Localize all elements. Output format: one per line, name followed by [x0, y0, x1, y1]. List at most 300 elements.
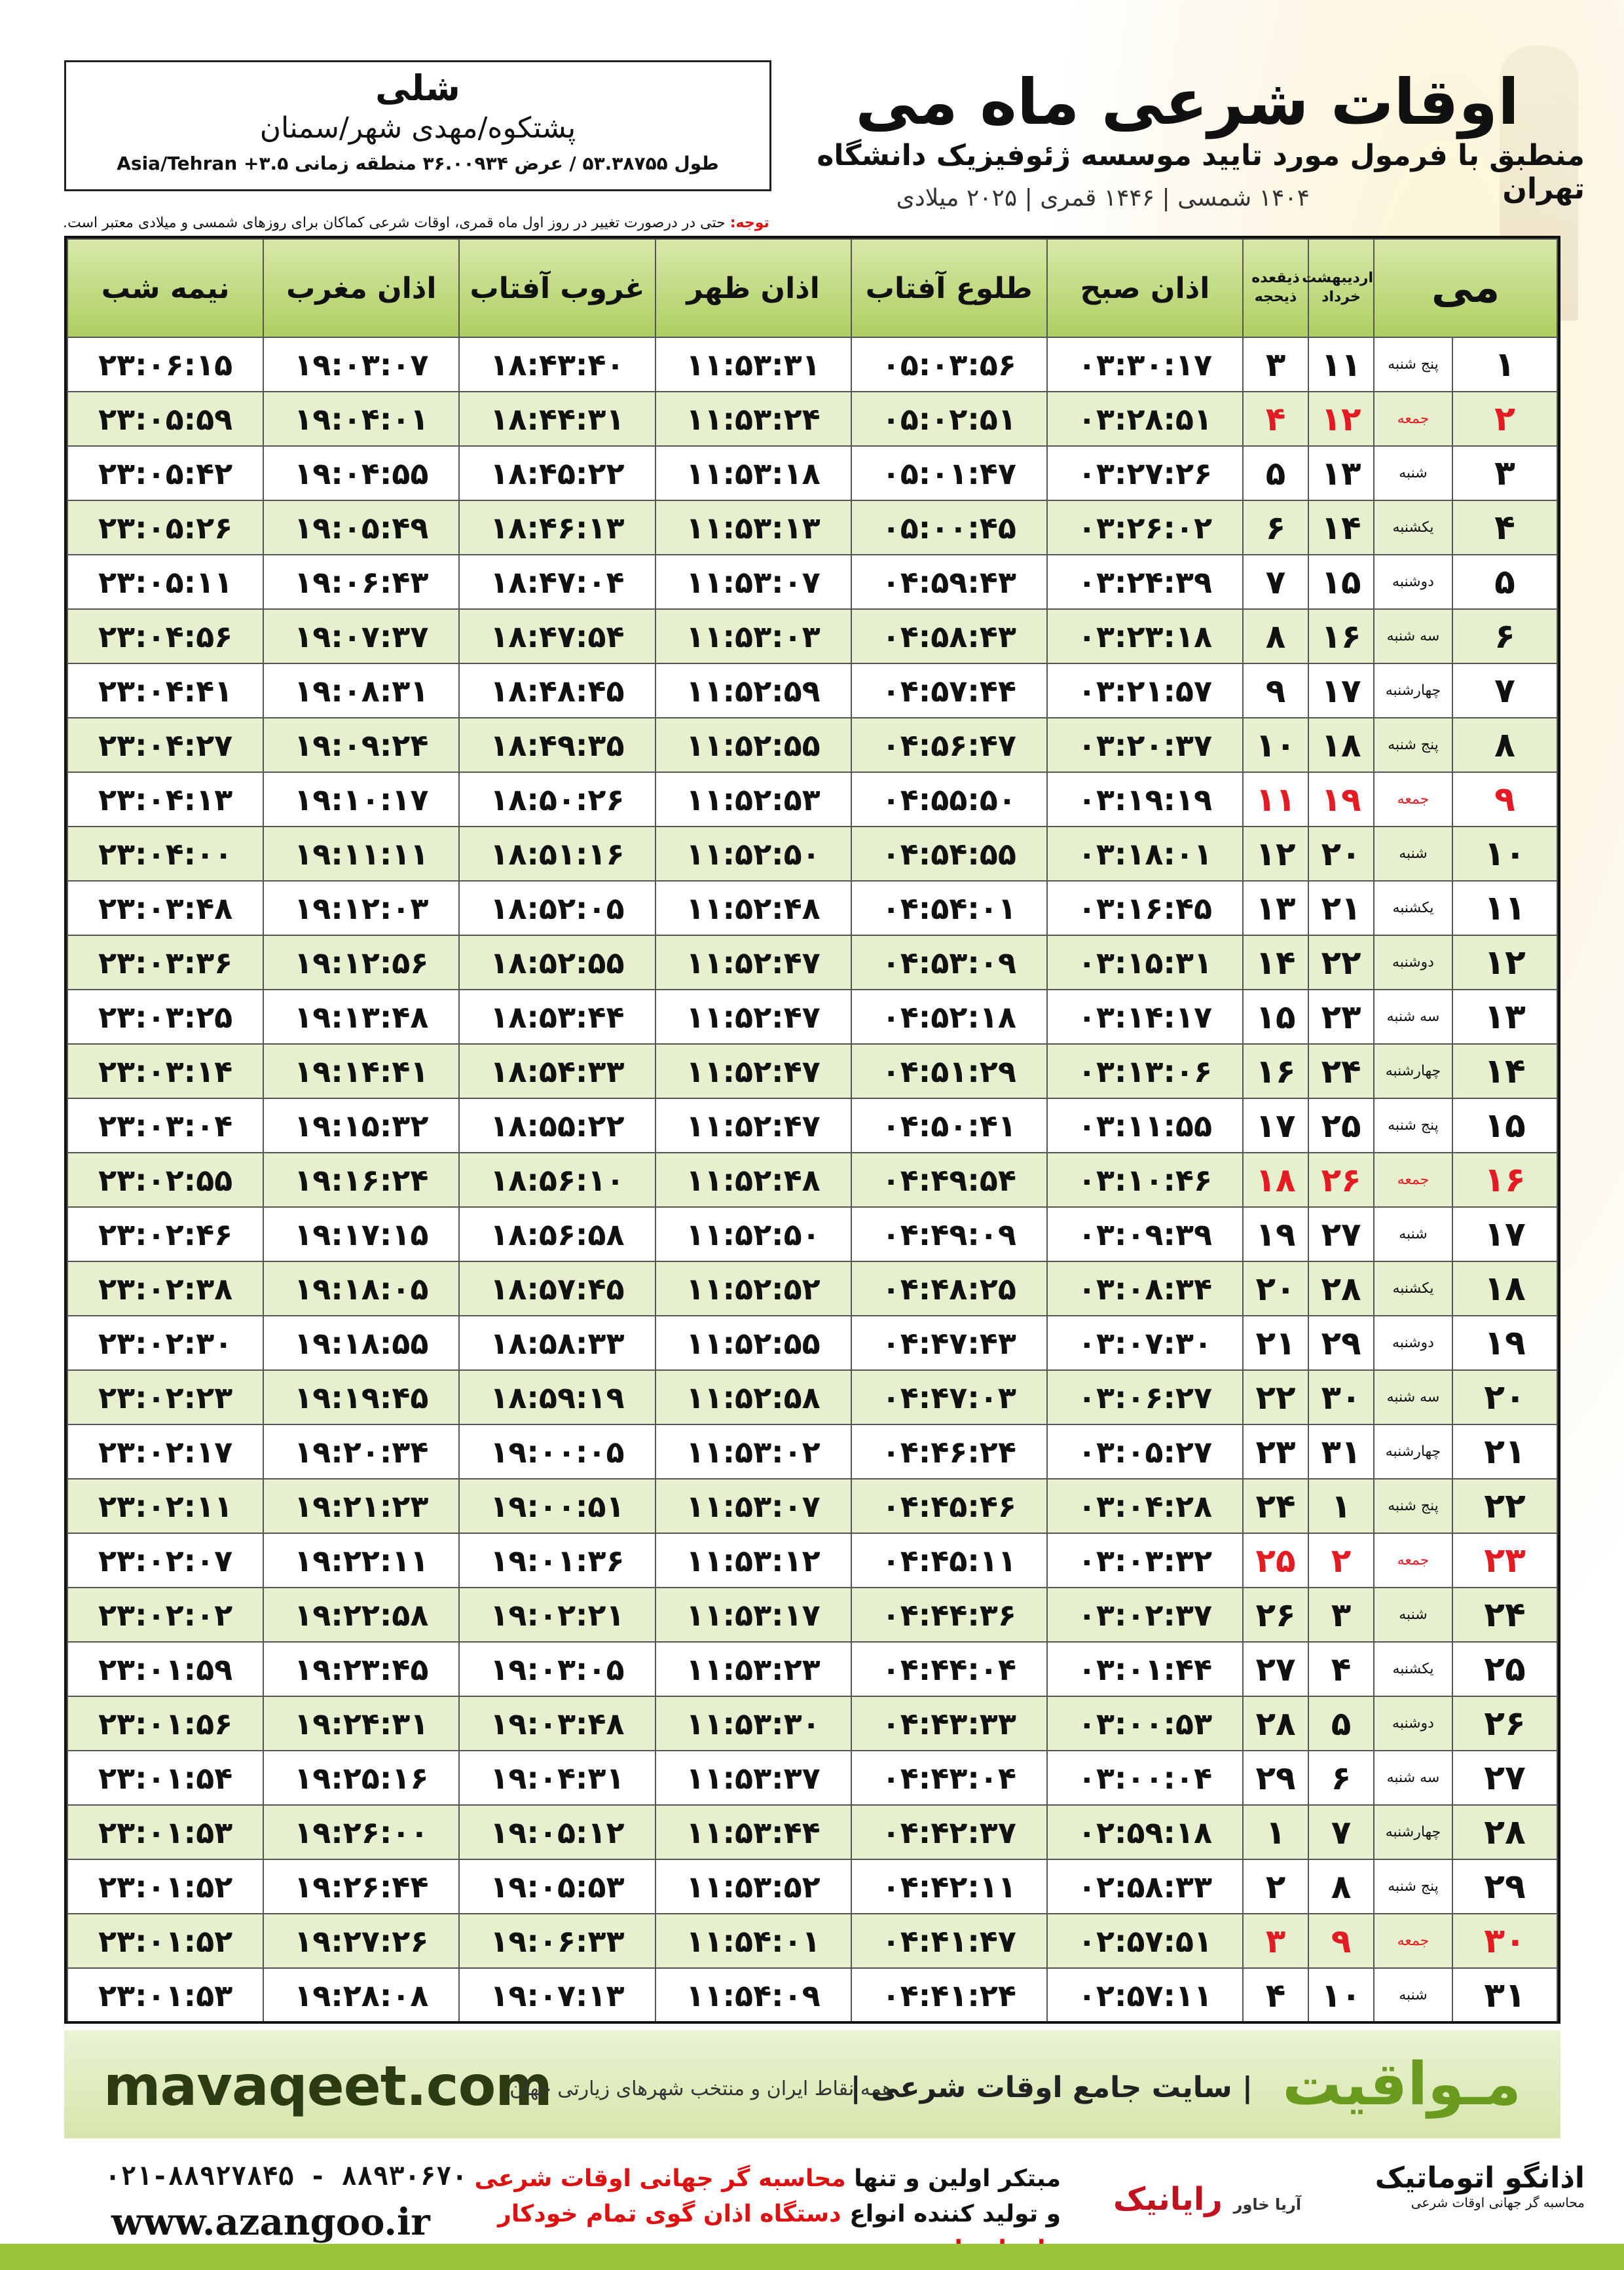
table-row: [67, 1424, 1557, 1479]
midnight-time: ۲۳:۰۶:۱۵: [67, 337, 263, 392]
qamari-day: ۲۰: [1243, 1261, 1308, 1316]
maghrib-time: ۱۹:۱۹:۴۵: [263, 1370, 459, 1424]
sunrise-time: ۰۴:۴۵:۴۶: [851, 1479, 1047, 1533]
dhuhr-time: ۱۱:۵۲:۵۵: [655, 718, 851, 772]
fajr-time: ۰۳:۰۶:۲۷: [1047, 1370, 1243, 1424]
brand-subtitle: همه نقاط ایران و منتخب شهرهای زیارتی جهان: [509, 2077, 893, 2100]
sunrise-time: ۰۴:۴۷:۴۳: [851, 1316, 1047, 1370]
azangoo-name: اذانگو اتوماتیک: [1375, 2161, 1585, 2195]
shamsi-day: ۱۷: [1308, 663, 1374, 718]
table-row: [67, 990, 1557, 1044]
qamari-day: ۳: [1243, 1914, 1308, 1968]
fajr-time: ۰۳:۲۴:۳۹: [1047, 555, 1243, 609]
weekday: پنج شنبه: [1374, 1479, 1452, 1533]
table-row: [67, 827, 1557, 881]
dhuhr-time: ۱۱:۵۴:۰۱: [655, 1914, 851, 1968]
sunset-time: ۱۹:۰۵:۵۳: [459, 1859, 655, 1914]
day-number: ۸: [1452, 718, 1557, 772]
shamsi-day: ۲۳: [1308, 990, 1374, 1044]
dhuhr-time: ۱۱:۵۳:۱۳: [655, 500, 851, 555]
weekday: یکشنبه: [1374, 881, 1452, 935]
fajr-time: ۰۳:۲۸:۵۱: [1047, 392, 1243, 446]
header-shamsi: [1302, 239, 1374, 337]
qamari-day: ۱۵: [1243, 990, 1308, 1044]
qamari-day: ۲۷: [1243, 1642, 1308, 1696]
weekday: سه شنبه: [1374, 609, 1452, 663]
shamsi-day: ۱۰: [1308, 1968, 1374, 2022]
sunset-time: ۱۹:۰۰:۰۵: [459, 1424, 655, 1479]
arya-khavar-label: آریا خاور: [1233, 2195, 1302, 2214]
table-row: [67, 935, 1557, 990]
fajr-time: ۰۲:۵۸:۳۳: [1047, 1859, 1243, 1914]
sunrise-time: ۰۴:۵۰:۴۱: [851, 1098, 1047, 1153]
midnight-time: ۲۳:۰۳:۱۴: [67, 1044, 263, 1098]
maghrib-time: ۱۹:۱۱:۱۱: [263, 827, 459, 881]
qamari-day: ۵: [1243, 446, 1308, 500]
midnight-time: ۲۳:۰۱:۵۲: [67, 1914, 263, 1968]
shamsi-day: ۲۴: [1308, 1044, 1374, 1098]
header-dhulqadah: ذیقعده: [1251, 270, 1300, 287]
shamsi-day: ۲۹: [1308, 1316, 1374, 1370]
dhuhr-time: ۱۱:۵۲:۴۷: [655, 1044, 851, 1098]
shamsi-day: ۲: [1308, 1533, 1374, 1588]
sunrise-time: ۰۴:۵۳:۰۹: [851, 935, 1047, 990]
fajr-time: ۰۳:۰۲:۳۷: [1047, 1588, 1243, 1642]
maghrib-time: ۱۹:۱۲:۵۶: [263, 935, 459, 990]
dhuhr-time: ۱۱:۵۳:۳۰: [655, 1696, 851, 1751]
maghrib-time: ۱۹:۲۵:۱۶: [263, 1751, 459, 1805]
fajr-time: ۰۳:۱۴:۱۷: [1047, 990, 1243, 1044]
sunset-time: ۱۸:۵۹:۱۹: [459, 1370, 655, 1424]
sunset-time: ۱۸:۴۷:۵۴: [459, 609, 655, 663]
sunset-time: ۱۸:۴۴:۳۱: [459, 392, 655, 446]
dhuhr-time: ۱۱:۵۳:۲۳: [655, 1642, 851, 1696]
qamari-day: ۱۰: [1243, 718, 1308, 772]
midnight-time: ۲۳:۰۵:۱۱: [67, 555, 263, 609]
weekday: جمعه: [1374, 1153, 1452, 1207]
sunset-time: ۱۸:۴۵:۲۲: [459, 446, 655, 500]
qamari-day: ۱۷: [1243, 1098, 1308, 1153]
maghrib-time: ۱۹:۰۹:۲۴: [263, 718, 459, 772]
bottom-bar: [0, 2244, 1624, 2270]
shamsi-day: ۲۲: [1308, 935, 1374, 990]
weekday: چهارشنبه: [1374, 1805, 1452, 1859]
day-number: ۲: [1452, 392, 1557, 446]
shamsi-day: ۱۴: [1308, 500, 1374, 555]
shamsi-day: ۲۰: [1308, 827, 1374, 881]
shamsi-day: ۲۵: [1308, 1098, 1374, 1153]
maghrib-time: ۱۹:۰۵:۴۹: [263, 500, 459, 555]
table-row: [67, 1751, 1557, 1805]
table-row: [67, 1914, 1557, 1968]
sunset-time: ۱۸:۵۶:۱۰: [459, 1153, 655, 1207]
midnight-time: ۲۳:۰۲:۳۸: [67, 1261, 263, 1316]
fajr-time: ۰۳:۱۹:۱۹: [1047, 772, 1243, 827]
sunset-time: ۱۸:۴۳:۴۰: [459, 337, 655, 392]
qamari-day: ۲۴: [1243, 1479, 1308, 1533]
sunrise-time: ۰۴:۴۱:۴۷: [851, 1914, 1047, 1968]
header-midnight: نیمه شب: [67, 239, 263, 337]
dhuhr-time: ۱۱:۵۳:۱۷: [655, 1588, 851, 1642]
day-number: ۱۴: [1452, 1044, 1557, 1098]
midnight-time: ۲۳:۰۲:۰۷: [67, 1533, 263, 1588]
maghrib-time: ۱۹:۲۴:۳۱: [263, 1696, 459, 1751]
qamari-day: ۲: [1243, 1859, 1308, 1914]
midnight-time: ۲۳:۰۱:۵۶: [67, 1696, 263, 1751]
location-coords: طول ۵۳.۳۸۷۵۵ / عرض ۳۶.۰۰۹۳۴ منطقه زمانی ۳.۵+ Asia/Tehran: [117, 153, 719, 174]
header-maghrib: اذان مغرب: [263, 239, 459, 337]
fajr-time: ۰۳:۰۳:۳۲: [1047, 1533, 1243, 1588]
day-number: ۲۰: [1452, 1370, 1557, 1424]
weekday: جمعه: [1374, 1533, 1452, 1588]
fajr-time: ۰۳:۱۶:۴۵: [1047, 881, 1243, 935]
sunrise-time: ۰۴:۵۴:۵۵: [851, 827, 1047, 881]
weekday: چهارشنبه: [1374, 1424, 1452, 1479]
sunrise-time: ۰۴:۴۴:۳۶: [851, 1588, 1047, 1642]
weekday: دوشنبه: [1374, 1316, 1452, 1370]
shamsi-day: ۱۲: [1308, 392, 1374, 446]
table-row: [67, 1153, 1557, 1207]
qamari-day: ۸: [1243, 609, 1308, 663]
sunset-time: ۱۸:۵۰:۲۶: [459, 772, 655, 827]
dhuhr-time: ۱۱:۵۳:۳۱: [655, 337, 851, 392]
sunset-time: ۱۸:۵۵:۲۲: [459, 1098, 655, 1153]
table-row: [67, 663, 1557, 718]
calendar-years: ۱۴۰۴ شمسی | ۱۴۴۶ قمری | ۲۰۲۵ میلادی: [896, 185, 1310, 212]
dhuhr-time: ۱۱:۵۲:۵۸: [655, 1370, 851, 1424]
shamsi-day: ۱۹: [1308, 772, 1374, 827]
dhuhr-time: ۱۱:۵۲:۵۹: [655, 663, 851, 718]
shamsi-day: ۲۸: [1308, 1261, 1374, 1316]
day-number: ۶: [1452, 609, 1557, 663]
weekday: جمعه: [1374, 1914, 1452, 1968]
qamari-day: ۱۴: [1243, 935, 1308, 990]
dhuhr-time: ۱۱:۵۳:۰۷: [655, 1479, 851, 1533]
sunrise-time: ۰۴:۵۱:۲۹: [851, 1044, 1047, 1098]
dhuhr-time: ۱۱:۵۲:۵۰: [655, 827, 851, 881]
day-number: ۲۳: [1452, 1533, 1557, 1588]
weekday: دوشنبه: [1374, 1696, 1452, 1751]
table-row: [67, 1588, 1557, 1642]
shamsi-day: ۱۸: [1308, 718, 1374, 772]
header-qamari: [1243, 239, 1308, 337]
page-title: اوقات شرعی ماه می: [855, 65, 1519, 139]
fajr-time: ۰۳:۰۰:۰۴: [1047, 1751, 1243, 1805]
dhuhr-time: ۱۱:۵۲:۴۸: [655, 1153, 851, 1207]
fajr-time: ۰۳:۰۱:۴۴: [1047, 1642, 1243, 1696]
shamsi-day: ۱۳: [1308, 446, 1374, 500]
sunset-time: ۱۸:۵۱:۱۶: [459, 827, 655, 881]
maghrib-time: ۱۹:۲۷:۲۶: [263, 1914, 459, 1968]
midnight-time: ۲۳:۰۱:۵۳: [67, 1805, 263, 1859]
qamari-day: ۲۱: [1243, 1316, 1308, 1370]
day-number: ۱: [1452, 337, 1557, 392]
day-number: ۳: [1452, 446, 1557, 500]
sunset-time: ۱۸:۵۴:۳۳: [459, 1044, 655, 1098]
day-number: ۷: [1452, 663, 1557, 718]
sunset-time: ۱۹:۰۳:۴۸: [459, 1696, 655, 1751]
brand-tagline: | سایت جامع اوقات شرعی |: [850, 2071, 1253, 2104]
day-number: ۲۷: [1452, 1751, 1557, 1805]
qamari-day: ۲۶: [1243, 1588, 1308, 1642]
day-number: ۵: [1452, 555, 1557, 609]
sunrise-time: ۰۴:۵۷:۴۴: [851, 663, 1047, 718]
maghrib-time: ۱۹:۰۸:۳۱: [263, 663, 459, 718]
header-month: می: [1374, 239, 1557, 337]
weekday: شنبه: [1374, 1588, 1452, 1642]
weekday: سه شنبه: [1374, 1751, 1452, 1805]
table-row: [67, 1696, 1557, 1751]
weekday: دوشنبه: [1374, 555, 1452, 609]
midnight-time: ۲۳:۰۲:۲۳: [67, 1370, 263, 1424]
sunrise-time: ۰۴:۴۸:۲۵: [851, 1261, 1047, 1316]
location-path: پشتکوه/مهدی شهر/سمنان: [259, 111, 576, 145]
dhuhr-time: ۱۱:۵۲:۴۷: [655, 935, 851, 990]
maghrib-time: ۱۹:۰۶:۴۳: [263, 555, 459, 609]
qamari-day: ۱۲: [1243, 827, 1308, 881]
day-number: ۱۹: [1452, 1316, 1557, 1370]
header-dhuhr: اذان ظهر: [655, 239, 851, 337]
maghrib-time: ۱۹:۱۷:۱۵: [263, 1207, 459, 1261]
dhuhr-time: ۱۱:۵۲:۵۵: [655, 1316, 851, 1370]
weekday: چهارشنبه: [1374, 663, 1452, 718]
midnight-time: ۲۳:۰۵:۲۶: [67, 500, 263, 555]
dhuhr-time: ۱۱:۵۲:۵۳: [655, 772, 851, 827]
fajr-time: ۰۳:۲۱:۵۷: [1047, 663, 1243, 718]
day-number: ۳۰: [1452, 1914, 1557, 1968]
sunrise-time: ۰۴:۵۵:۵۰: [851, 772, 1047, 827]
maghrib-time: ۱۹:۰۳:۰۷: [263, 337, 459, 392]
weekday: یکشنبه: [1374, 1261, 1452, 1316]
fajr-time: ۰۳:۱۸:۰۱: [1047, 827, 1243, 881]
weekday: شنبه: [1374, 446, 1452, 500]
qamari-day: ۹: [1243, 663, 1308, 718]
page-subtitle: منطبق با فرمول مورد تایید موسسه ژئوفیزیک دانشگاه تهران: [817, 139, 1585, 206]
weekday: شنبه: [1374, 1207, 1452, 1261]
dhuhr-time: ۱۱:۵۲:۴۷: [655, 990, 851, 1044]
table-row: [67, 1805, 1557, 1859]
maghrib-time: ۱۹:۱۴:۴۱: [263, 1044, 459, 1098]
dhuhr-time: ۱۱:۵۳:۰۷: [655, 555, 851, 609]
dhuhr-time: ۱۱:۵۲:۵۰: [655, 1207, 851, 1261]
maghrib-time: ۱۹:۱۲:۰۳: [263, 881, 459, 935]
maghrib-time: ۱۹:۱۵:۳۲: [263, 1098, 459, 1153]
qamari-day: ۳: [1243, 337, 1308, 392]
sunrise-time: ۰۴:۴۳:۳۳: [851, 1696, 1047, 1751]
midnight-time: ۲۳:۰۲:۰۲: [67, 1588, 263, 1642]
brand-logo: مـواقیت: [1282, 2050, 1521, 2119]
fajr-time: ۰۳:۲۰:۳۷: [1047, 718, 1243, 772]
shamsi-day: ۵: [1308, 1696, 1374, 1751]
sunset-time: ۱۹:۰۰:۵۱: [459, 1479, 655, 1533]
shamsi-day: ۳۰: [1308, 1370, 1374, 1424]
location-box: [64, 60, 771, 191]
maghrib-time: ۱۹:۲۶:۴۴: [263, 1859, 459, 1914]
midnight-time: ۲۳:۰۴:۵۶: [67, 609, 263, 663]
shamsi-day: ۲۶: [1308, 1153, 1374, 1207]
sunrise-time: ۰۴:۵۶:۴۷: [851, 718, 1047, 772]
sunset-time: ۱۸:۴۶:۱۳: [459, 500, 655, 555]
table-row: [67, 609, 1557, 663]
midnight-time: ۲۳:۰۴:۱۳: [67, 772, 263, 827]
sunrise-time: ۰۵:۰۱:۴۷: [851, 446, 1047, 500]
sunset-time: ۱۸:۴۷:۰۴: [459, 555, 655, 609]
qamari-day: ۲۸: [1243, 1696, 1308, 1751]
fajr-time: ۰۳:۲۳:۱۸: [1047, 609, 1243, 663]
maghrib-time: ۱۹:۲۲:۱۱: [263, 1533, 459, 1588]
table-row: [67, 500, 1557, 555]
sunrise-time: ۰۴:۴۴:۰۴: [851, 1642, 1047, 1696]
day-number: ۱۵: [1452, 1098, 1557, 1153]
midnight-time: ۲۳:۰۲:۵۵: [67, 1153, 263, 1207]
shamsi-day: ۲۷: [1308, 1207, 1374, 1261]
maghrib-time: ۱۹:۱۰:۱۷: [263, 772, 459, 827]
weekday: پنج شنبه: [1374, 718, 1452, 772]
fajr-time: ۰۳:۰۵:۲۷: [1047, 1424, 1243, 1479]
qamari-day: ۴: [1243, 1968, 1308, 2022]
qamari-day: ۷: [1243, 555, 1308, 609]
sunset-time: ۱۸:۵۳:۴۴: [459, 990, 655, 1044]
table-row: [67, 1533, 1557, 1588]
midnight-time: ۲۳:۰۵:۵۹: [67, 392, 263, 446]
promo-line-1-a: مبتکر اولین و تنها: [854, 2165, 1061, 2192]
fajr-time: ۰۳:۱۰:۴۶: [1047, 1153, 1243, 1207]
dhuhr-time: ۱۱:۵۳:۱۲: [655, 1533, 851, 1588]
day-number: ۲۶: [1452, 1696, 1557, 1751]
table-row: [67, 772, 1557, 827]
midnight-time: ۲۳:۰۲:۱۷: [67, 1424, 263, 1479]
maghrib-time: ۱۹:۰۷:۳۷: [263, 609, 459, 663]
table-row: [67, 718, 1557, 772]
table-row: [67, 1479, 1557, 1533]
day-number: ۲۱: [1452, 1424, 1557, 1479]
shamsi-day: ۳۱: [1308, 1424, 1374, 1479]
maghrib-time: ۱۹:۲۰:۳۴: [263, 1424, 459, 1479]
table-row: [67, 1370, 1557, 1424]
table-row: [67, 1261, 1557, 1316]
weekday: سه شنبه: [1374, 1370, 1452, 1424]
maghrib-time: ۱۹:۲۲:۵۸: [263, 1588, 459, 1642]
maghrib-time: ۱۹:۲۱:۲۳: [263, 1479, 459, 1533]
table-row: [67, 1968, 1557, 2022]
shamsi-day: ۸: [1308, 1859, 1374, 1914]
footer-band: [64, 2030, 1560, 2138]
day-number: ۲۵: [1452, 1642, 1557, 1696]
dhuhr-time: ۱۱:۵۳:۵۲: [655, 1859, 851, 1914]
day-number: ۲۸: [1452, 1805, 1557, 1859]
sunrise-time: ۰۵:۰۳:۵۶: [851, 337, 1047, 392]
promo-line-2-a: و تولید کننده انواع: [849, 2201, 1061, 2227]
midnight-time: ۲۳:۰۴:۲۷: [67, 718, 263, 772]
weekday: پنج شنبه: [1374, 1098, 1452, 1153]
azangoo-logo: [1375, 2161, 1585, 2210]
sunrise-time: ۰۴:۴۱:۲۴: [851, 1968, 1047, 2022]
promo-line-1: [471, 2161, 1061, 2197]
promo-line-1-b: محاسبه گر جهانی اوقات شرعی: [474, 2165, 846, 2192]
dhuhr-time: ۱۱:۵۳:۱۸: [655, 446, 851, 500]
note-label: توجه:: [729, 215, 769, 231]
sunrise-time: ۰۴:۴۷:۰۳: [851, 1370, 1047, 1424]
midnight-time: ۲۳:۰۱:۵۳: [67, 1968, 263, 2022]
dhuhr-time: ۱۱:۵۳:۳۷: [655, 1751, 851, 1805]
fajr-time: ۰۳:۱۵:۳۱: [1047, 935, 1243, 990]
shamsi-day: ۲۱: [1308, 881, 1374, 935]
maghrib-time: ۱۹:۲۸:۰۸: [263, 1968, 459, 2022]
sunrise-time: ۰۴:۴۲:۳۷: [851, 1805, 1047, 1859]
midnight-time: ۲۳:۰۳:۲۵: [67, 990, 263, 1044]
dhuhr-time: ۱۱:۵۲:۵۲: [655, 1261, 851, 1316]
day-number: ۱۶: [1452, 1153, 1557, 1207]
table-row: [67, 1098, 1557, 1153]
header-khordad: خرداد: [1321, 289, 1361, 305]
sunset-time: ۱۹:۰۲:۲۱: [459, 1588, 655, 1642]
maghrib-time: ۱۹:۲۳:۴۵: [263, 1642, 459, 1696]
fajr-time: ۰۲:۵۷:۵۱: [1047, 1914, 1243, 1968]
table-row: [67, 881, 1557, 935]
weekday: پنج شنبه: [1374, 337, 1452, 392]
qamari-day: ۱۹: [1243, 1207, 1308, 1261]
midnight-time: ۲۳:۰۱:۵۹: [67, 1642, 263, 1696]
day-number: ۱۲: [1452, 935, 1557, 990]
shamsi-day: ۷: [1308, 1805, 1374, 1859]
table-row: [67, 1642, 1557, 1696]
weekday: سه شنبه: [1374, 990, 1452, 1044]
midnight-time: ۲۳:۰۱:۵۲: [67, 1859, 263, 1914]
fajr-time: ۰۳:۳۰:۱۷: [1047, 337, 1243, 392]
azangoo-tagline: محاسبه گر جهانی اوقات شرعی: [1411, 2195, 1585, 2210]
qamari-day: ۲۳: [1243, 1424, 1308, 1479]
shamsi-day: ۴: [1308, 1642, 1374, 1696]
qamari-day: ۱۳: [1243, 881, 1308, 935]
sunrise-time: ۰۴:۵۸:۴۳: [851, 609, 1047, 663]
qamari-day: ۱۶: [1243, 1044, 1308, 1098]
maghrib-time: ۱۹:۰۴:۵۵: [263, 446, 459, 500]
sunrise-time: ۰۴:۴۵:۱۱: [851, 1533, 1047, 1588]
dhuhr-time: ۱۱:۵۲:۴۷: [655, 1098, 851, 1153]
sunrise-time: ۰۴:۴۲:۱۱: [851, 1859, 1047, 1914]
sunset-time: ۱۸:۵۷:۴۵: [459, 1261, 655, 1316]
shamsi-day: ۳: [1308, 1588, 1374, 1642]
fajr-time: ۰۳:۲۶:۰۲: [1047, 500, 1243, 555]
note-text: حتی در درصورت تغییر در روز اول ماه قمری، اوقات شرعی کماکان برای روزهای شمسی و میلادی معتبر است.: [63, 215, 726, 231]
location-city: شلی: [375, 67, 460, 109]
sunset-time: ۱۸:۵۸:۳۳: [459, 1316, 655, 1370]
table-row: [67, 1316, 1557, 1370]
maghrib-time: ۱۹:۰۴:۰۱: [263, 392, 459, 446]
sunset-time: ۱۹:۰۷:۱۳: [459, 1968, 655, 2022]
shamsi-day: ۱: [1308, 1479, 1374, 1533]
qamari-day: ۱: [1243, 1805, 1308, 1859]
dhuhr-time: ۱۱:۵۳:۴۴: [655, 1805, 851, 1859]
sunrise-time: ۰۴:۵۲:۱۸: [851, 990, 1047, 1044]
table-header-row: [67, 239, 1557, 337]
azangoo-url: www.azangoo.ir: [111, 2201, 430, 2244]
qamari-day: ۲۵: [1243, 1533, 1308, 1588]
maghrib-time: ۱۹:۱۸:۵۵: [263, 1316, 459, 1370]
day-number: ۱۸: [1452, 1261, 1557, 1316]
weekday: یکشنبه: [1374, 500, 1452, 555]
table-row: [67, 1207, 1557, 1261]
midnight-time: ۲۳:۰۲:۴۶: [67, 1207, 263, 1261]
sunset-time: ۱۸:۵۲:۰۵: [459, 881, 655, 935]
sunrise-time: ۰۴:۴۳:۰۴: [851, 1751, 1047, 1805]
weekday: جمعه: [1374, 772, 1452, 827]
dhuhr-time: ۱۱:۵۴:۰۹: [655, 1968, 851, 2022]
qamari-day: ۲۲: [1243, 1370, 1308, 1424]
shamsi-day: ۱۶: [1308, 609, 1374, 663]
shamsi-day: ۶: [1308, 1751, 1374, 1805]
midnight-time: ۲۳:۰۲:۱۱: [67, 1479, 263, 1533]
